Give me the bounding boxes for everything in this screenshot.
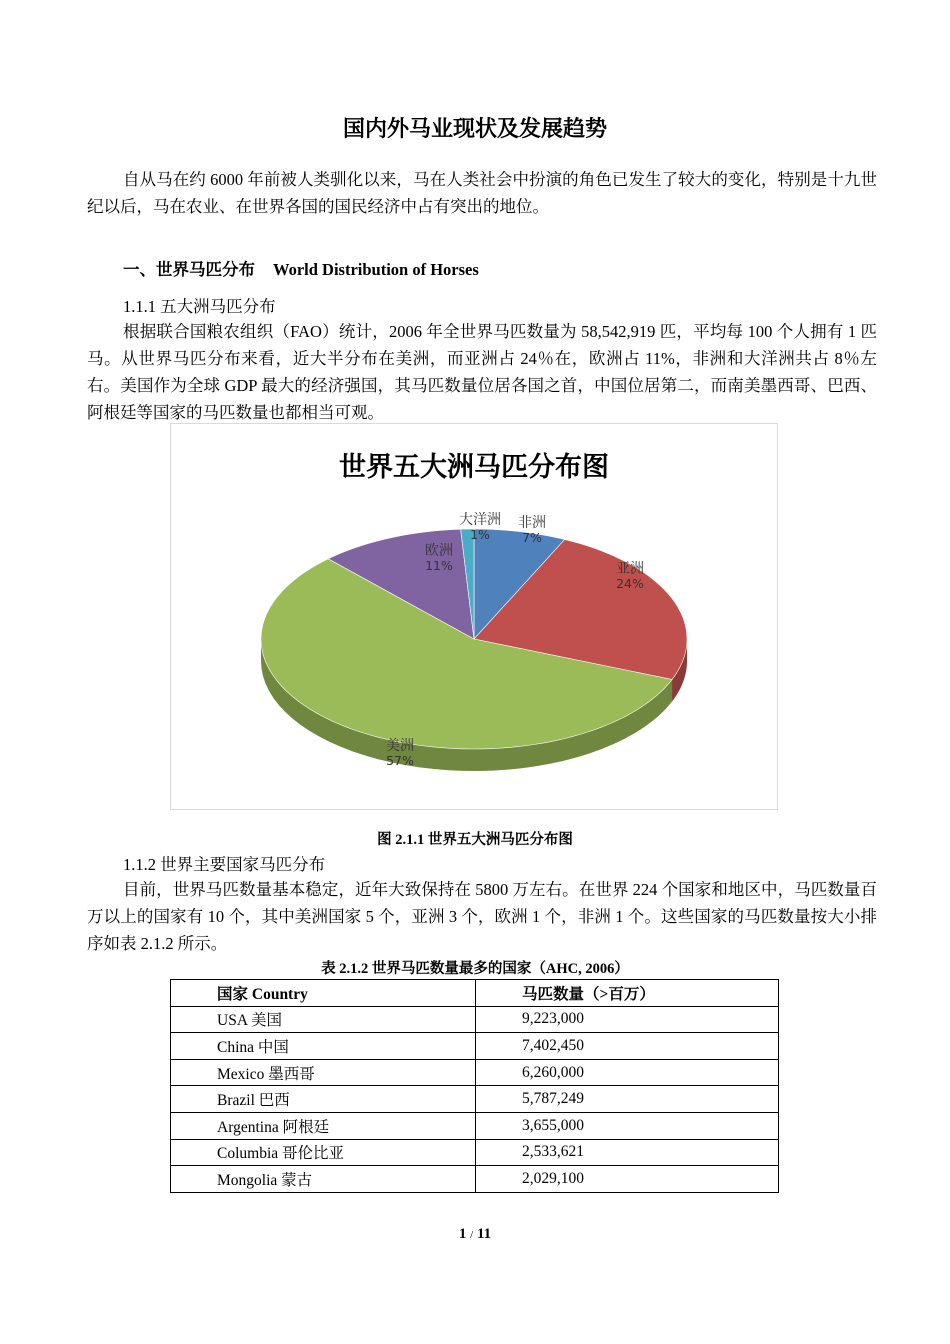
cell-count: 5,787,249	[476, 1086, 779, 1113]
pie-value-亚洲: 24%	[616, 576, 644, 591]
table-row	[171, 1139, 779, 1166]
figure-caption: 图 2.1.1 世界五大洲马匹分布图	[377, 832, 573, 848]
cell-country: USA 美国	[171, 1006, 476, 1033]
subsection-2-heading: 1.1.2 世界主要国家马匹分布	[123, 855, 326, 874]
pie-value-美洲: 57%	[386, 753, 414, 768]
table-caption: 表 2.1.2 世界马匹数量最多的国家（AHC, 2006）	[321, 961, 629, 977]
pie-value-欧洲: 11%	[425, 558, 453, 573]
chart-title: 世界五大洲马匹分布图	[339, 452, 609, 483]
section-heading-en: World Distribution of Horses	[273, 260, 479, 279]
page-number	[0, 1226, 950, 1243]
table-row	[171, 1112, 779, 1139]
section-heading-cn: 一、世界马匹分布	[123, 260, 255, 279]
cell-count: 9,223,000	[476, 1006, 779, 1033]
page-total: 11	[476, 1226, 492, 1242]
horse-count-table	[170, 979, 779, 1193]
pie-label-非洲: 非洲	[518, 515, 546, 531]
cell-count: 7,402,450	[476, 1033, 779, 1060]
intro-paragraph: 自从马在约 6000 年前被人类驯化以来，马在人类社会中扮演的角色已发生了较大的变化，特别是十九世纪以后，马在农业、在世界各国的国民经济中占有突出的地位。	[87, 170, 877, 216]
table-row	[171, 1033, 779, 1060]
cell-country: Brazil 巴西	[171, 1086, 476, 1113]
header-count: 马匹数量（>百万）	[476, 980, 779, 1007]
pie-label-大洋洲: 大洋洲	[459, 512, 501, 528]
pie-value-非洲: 7%	[522, 530, 542, 545]
pie-value-大洋洲: 1%	[470, 527, 490, 542]
table-row	[171, 1086, 779, 1113]
page-current: 1	[458, 1226, 467, 1242]
cell-count: 3,655,000	[476, 1112, 779, 1139]
cell-count: 2,533,621	[476, 1139, 779, 1166]
subsection-1-heading: 1.1.1 五大洲马匹分布	[123, 297, 276, 316]
cell-country: Mexico 墨西哥	[171, 1059, 476, 1086]
table-header-row	[171, 980, 779, 1007]
header-country: 国家 Country	[171, 980, 476, 1007]
cell-country: Columbia 哥伦比亚	[171, 1139, 476, 1166]
cell-count: 6,260,000	[476, 1059, 779, 1086]
pie-chart-svg	[171, 424, 779, 811]
table-row	[171, 1166, 779, 1193]
cell-count: 2,029,100	[476, 1166, 779, 1193]
page-separator: /	[470, 1229, 474, 1241]
pie-label-美洲: 美洲	[386, 738, 414, 754]
paragraph-distribution: 根据联合国粮农组织（FAO）统计，2006 年全世界马匹数量为 58,542,919 匹，平均每 100 个人拥有 1 匹马。从世界马匹分布来看，近大半分布在美洲，而亚洲占 24％在，欧洲占 11%，非洲和大洋洲共占 8％左右。美国作为全球 GDP 最大的经济强国，其马匹数量位居各国之首，中国位居第二，而南美墨西哥、巴西、阿根廷等国家的马匹数量也都相当可观。	[87, 322, 877, 422]
pie-chart	[170, 423, 778, 810]
table-row	[171, 1006, 779, 1033]
page-title: 国内外马业现状及发展趋势	[342, 117, 607, 142]
paragraph-countries: 目前，世界马匹数量基本稳定，近年大致保持在 5800 万左右。在世界 224 个国家和地区中，马匹数量百万以上的国家有 10 个，其中美洲国家 5 个，亚洲 3 个，欧洲 1 个，非洲 1 个。这些国家的马匹数量按大小排序如表 2.1.2 所示。	[87, 880, 878, 953]
cell-country: Mongolia 蒙古	[171, 1166, 476, 1193]
pie-label-欧洲: 欧洲	[425, 543, 453, 559]
pie-label-亚洲: 亚洲	[616, 561, 644, 577]
cell-country: Argentina 阿根廷	[171, 1112, 476, 1139]
section-heading	[123, 256, 479, 280]
cell-country: China 中国	[171, 1033, 476, 1060]
table-row	[171, 1059, 779, 1086]
